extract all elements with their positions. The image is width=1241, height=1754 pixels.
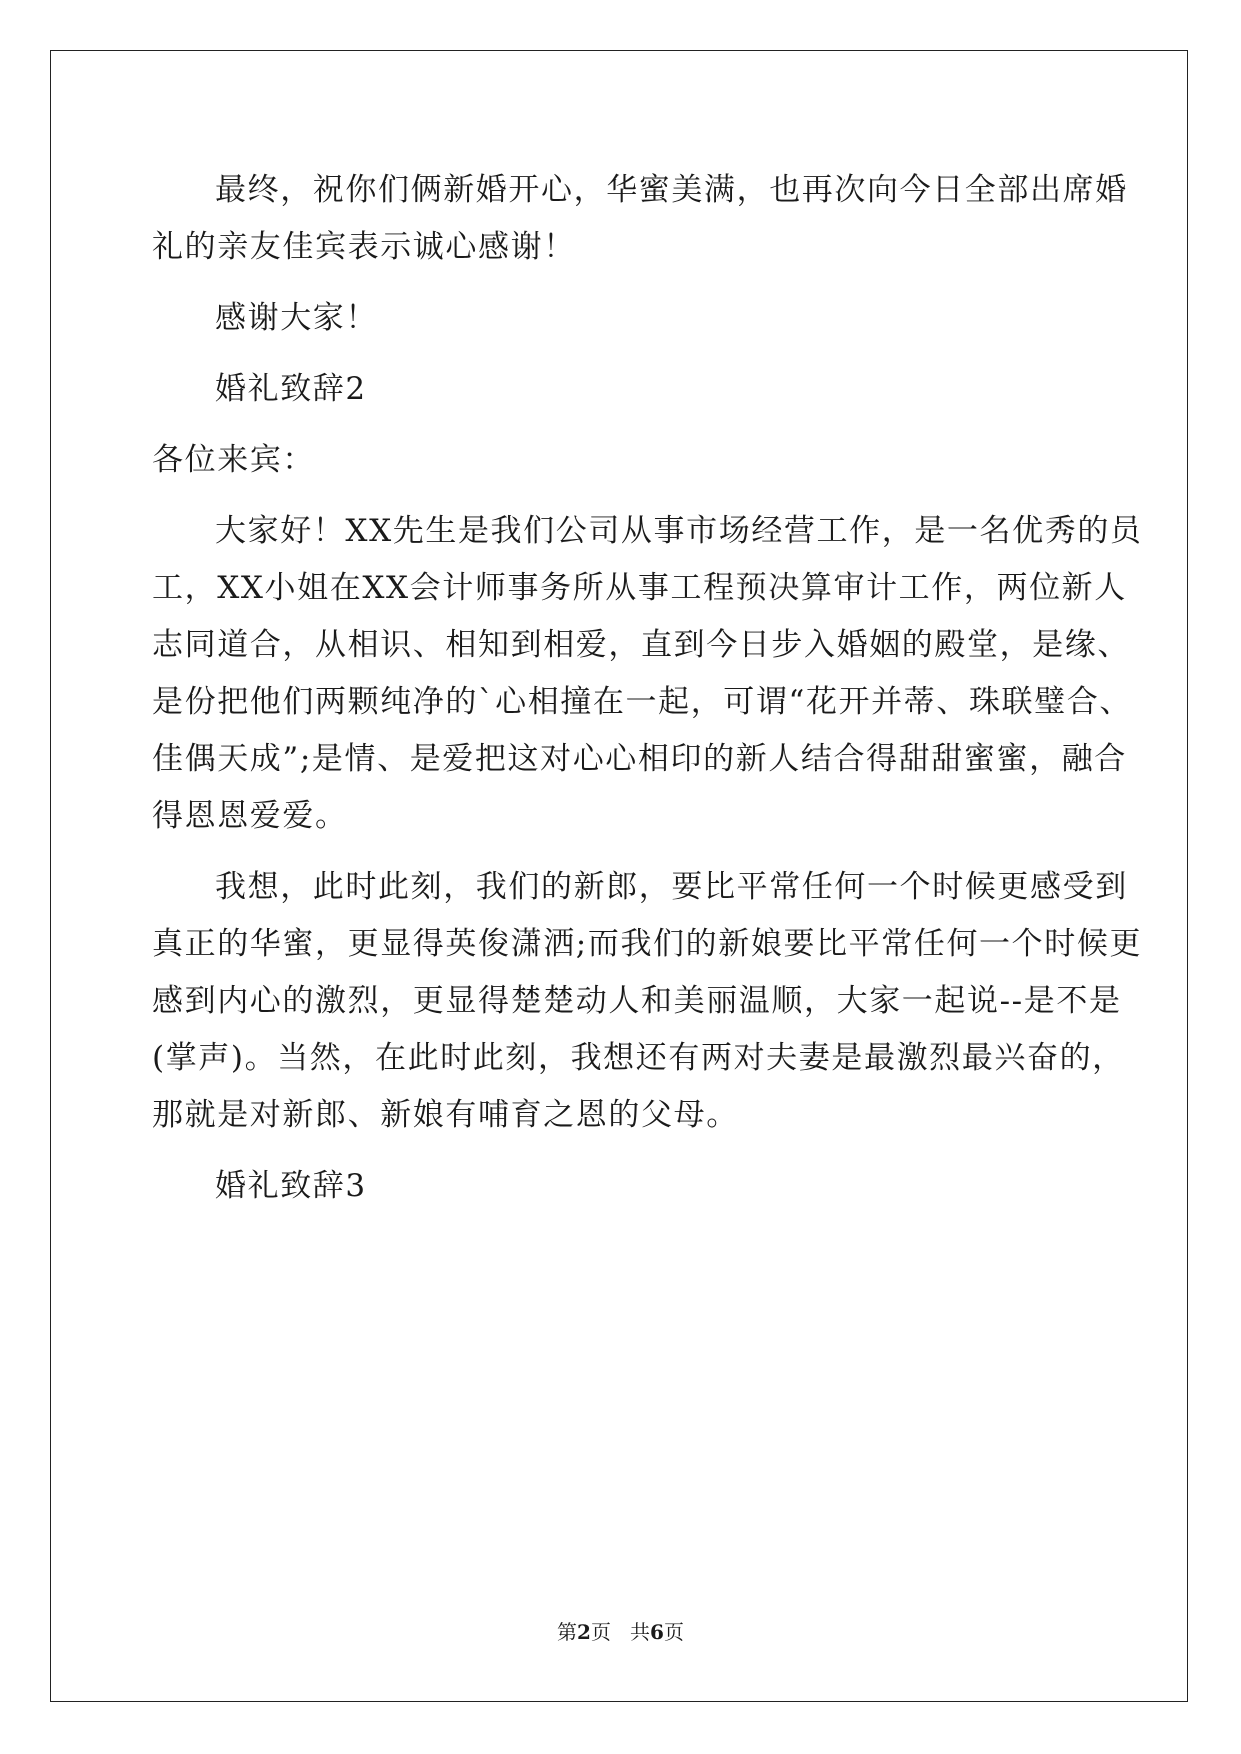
- paragraph-line: 得恩恩爱爱。: [152, 798, 348, 834]
- paragraph-line: 工，XX小姐在XX会计师事务所从事工程预决算审计工作，两位新人: [152, 570, 1127, 606]
- salutation: 各位来宾：: [152, 442, 315, 478]
- paragraph-line: 我想，此时此刻，我们的新郎，要比平常任何一个时候更感受到: [215, 869, 1128, 905]
- current-page-number: 2: [577, 1620, 591, 1644]
- section-heading: 婚礼致辞2: [215, 371, 367, 407]
- paragraph-line: 感谢大家！: [215, 300, 378, 336]
- paragraph-line: 大家好！XX先生是我们公司从事市场经营工作，是一名优秀的员: [215, 513, 1143, 549]
- footer-total-suffix: 页: [663, 1620, 684, 1644]
- paragraph-line: 礼的亲友佳宾表示诚心感谢！: [152, 229, 576, 265]
- total-page-number: 6: [650, 1620, 664, 1644]
- paragraph-line: (掌声)。当然，在此时此刻，我想还有两对夫妻是最激烈最兴奋的，: [152, 1040, 1125, 1076]
- section-heading: 婚礼致辞3: [215, 1168, 367, 1204]
- page-footer: [0, 1616, 1241, 1645]
- paragraph-line: 志同道合，从相识、相知到相爱，直到今日步入婚姻的殿堂，是缘、: [152, 627, 1130, 663]
- footer-total-prefix: 共: [630, 1620, 651, 1644]
- paragraph-line: 那就是对新郎、新娘有哺育之恩的父母。: [152, 1097, 739, 1133]
- footer-page-suffix: 页: [590, 1620, 611, 1644]
- paragraph-line: 真正的华蜜，更显得英俊潇洒;而我们的新娘要比平常任何一个时候更: [152, 926, 1143, 962]
- paragraph-line: 是份把他们两颗纯净的`心相撞在一起，可谓“花开并蒂、珠联璧合、: [152, 684, 1132, 720]
- paragraph-line: 最终，祝你们俩新婚开心，华蜜美满，也再次向今日全部出席婚: [215, 172, 1128, 208]
- paragraph-line: 佳偶天成”;是情、是爱把这对心心相印的新人结合得甜甜蜜蜜，融合: [152, 741, 1127, 777]
- paragraph-line: 感到内心的激烈，更显得楚楚动人和美丽温顺，大家一起说--是不是: [152, 983, 1122, 1019]
- footer-prefix: 第: [557, 1620, 578, 1644]
